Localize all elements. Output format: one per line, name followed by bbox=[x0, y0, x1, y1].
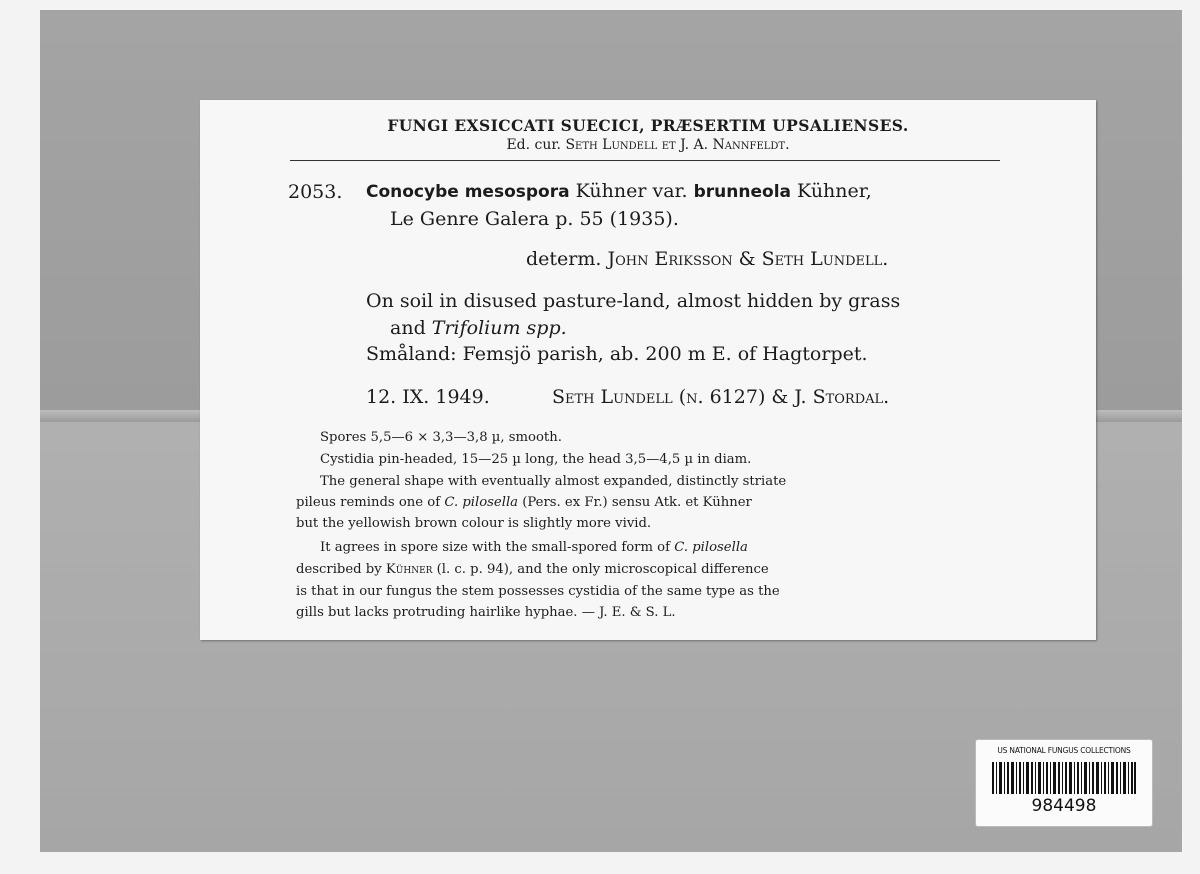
taxon-variety-author: Kühner, bbox=[797, 180, 872, 202]
notes-described-author: Kühner bbox=[385, 562, 433, 577]
notes-cystidia: Cystidia pin-headed, 15—25 µ long, the head 3,5—4,5 µ in diam. bbox=[320, 452, 752, 467]
barcode-collection-name: US NATIONAL FUNGUS COLLECTIONS bbox=[997, 746, 1131, 755]
header-rule bbox=[290, 160, 1000, 161]
notes-gills: gills but lacks protruding hairlike hyphae. — J. E. & S. L. bbox=[296, 605, 676, 620]
habitat-taxon: Trifolium spp. bbox=[431, 317, 567, 339]
habitat-line1: On soil in disused pasture-land, almost hidden by grass bbox=[366, 290, 901, 312]
notes-pileus-a: pileus reminds one of bbox=[296, 495, 441, 510]
taxon-species: Conocybe mesospora bbox=[366, 182, 570, 202]
taxon-variety: brunneola bbox=[693, 182, 791, 202]
notes-described-c: (l. c. p. 94), and the only microscopical difference bbox=[436, 562, 769, 577]
notes-pileus bbox=[296, 495, 752, 510]
herbarium-label bbox=[200, 100, 1096, 640]
notes-pileus-taxon: C. pilosella bbox=[444, 495, 519, 510]
notes-spores: Spores 5,5—6 × 3,3—3,8 µ, smooth. bbox=[320, 430, 562, 445]
determ-prefix: determ. bbox=[526, 248, 602, 270]
editors-names: Seth Lundell et J. A. Nannfeldt. bbox=[565, 137, 790, 153]
collection-date: 12. IX. 1949. bbox=[366, 386, 490, 408]
locality: Småland: Femsjö parish, ab. 200 m E. of Hagtorpet. bbox=[366, 343, 868, 365]
determination bbox=[526, 248, 888, 270]
notes-stem: is that in our fungus the stem possesses cystidia of the same type as the bbox=[296, 584, 780, 599]
habitat-and: and bbox=[390, 317, 426, 339]
notes-colour: but the yellowish brown colour is slightly more vivid. bbox=[296, 516, 652, 531]
editors-prefix: Ed. cur. bbox=[506, 137, 561, 153]
series-title: FUNGI EXSICCATI SUECICI, PRÆSERTIM UPSALIENSES. bbox=[387, 116, 909, 135]
citation: Le Genre Galera p. 55 (1935). bbox=[390, 208, 679, 230]
barcode-number: 984498 bbox=[1031, 796, 1097, 816]
specimen-number: 2053. bbox=[288, 181, 343, 203]
notes-shape: The general shape with eventually almost expanded, distinctly striate bbox=[320, 474, 787, 489]
barcode-label bbox=[976, 740, 1152, 826]
collectors: Seth Lundell (n. 6127) & J. Stordal. bbox=[552, 386, 890, 408]
determ-names: John Eriksson & Seth Lundell. bbox=[607, 248, 889, 270]
notes-agrees bbox=[320, 540, 748, 555]
notes-described-a: described by bbox=[296, 562, 382, 577]
notes-agrees-a: It agrees in spore size with the small-spored form of bbox=[320, 540, 670, 555]
editors-line bbox=[200, 137, 1096, 153]
taxon-line bbox=[366, 180, 872, 202]
notes-described bbox=[296, 562, 769, 577]
barcode-bars bbox=[992, 762, 1136, 794]
habitat-line2 bbox=[390, 317, 567, 339]
notes-pileus-c: (Pers. ex Fr.) sensu Atk. et Kühner bbox=[522, 495, 752, 510]
taxon-author: Kühner var. bbox=[575, 180, 688, 202]
notes-agrees-taxon: C. pilosella bbox=[674, 540, 748, 555]
